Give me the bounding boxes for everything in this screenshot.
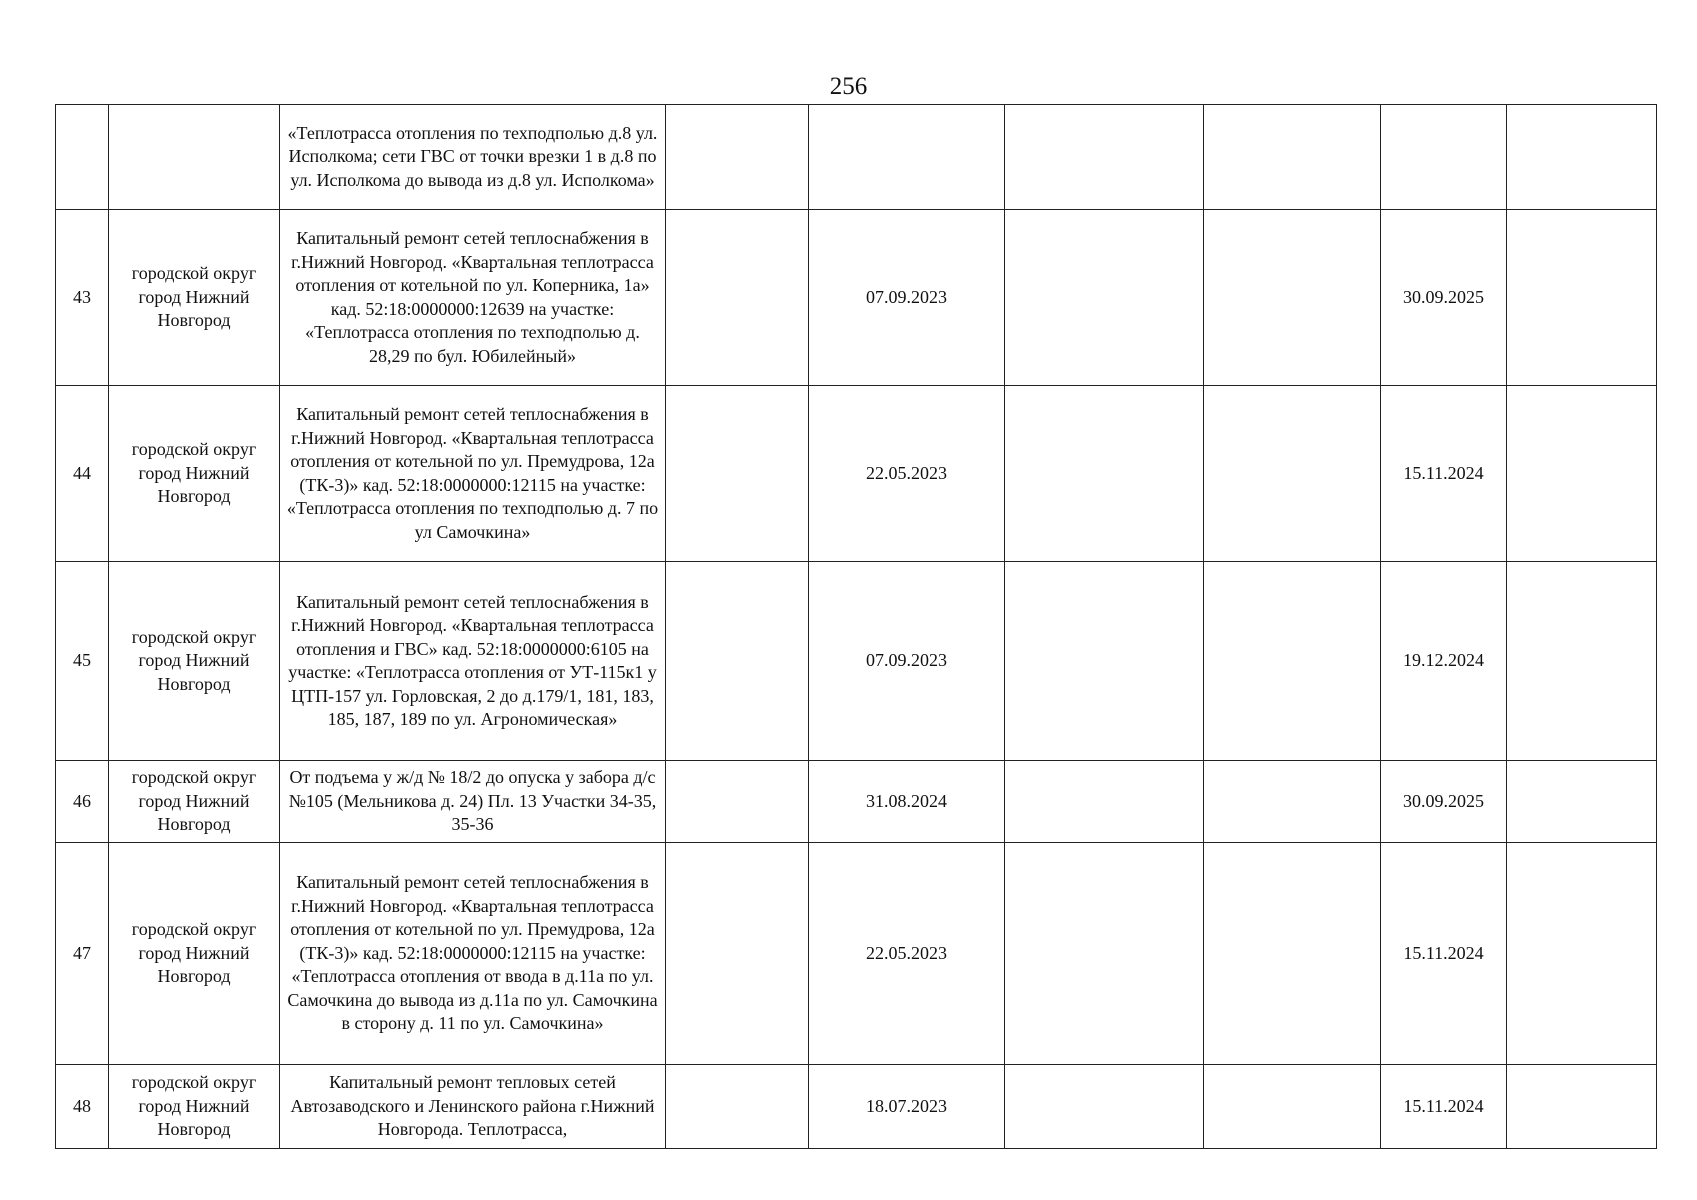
start-date-cell: 22.05.2023 <box>809 386 1005 562</box>
row-number-cell: 43 <box>56 210 109 386</box>
empty-cell <box>666 386 809 562</box>
table-row <box>56 105 1657 210</box>
empty-cell <box>666 210 809 386</box>
description-cell: Капитальный ремонт сетей теплоснабжения в г.Нижний Новгород. «Квартальная теплотрасса отопления от котельной по ул. Премудрова, 12а (ТК-3)» кад. 52:18:0000000:12115 на участке: «Теплотрасса отопления от ввода в д.11а по ул. Самочкина до вывода из д.11а по ул. Самочкина в сторону д. 11 по ул. Самочкина» <box>280 843 666 1065</box>
end-date-cell: 15.11.2024 <box>1381 1065 1507 1149</box>
empty-cell <box>1204 1065 1381 1149</box>
empty-cell <box>666 843 809 1065</box>
empty-cell <box>1204 386 1381 562</box>
description-cell: Капитальный ремонт сетей теплоснабжения в г.Нижний Новгород. «Квартальная теплотрасса отопления и ГВС» кад. 52:18:0000000:6105 на участке: «Теплотрасса отопления от УТ-115к1 у ЦТП-157 ул. Горловская, 2 до д.179/1, 181, 183, 185, 187, 189 по ул. Агрономическая» <box>280 562 666 761</box>
end-date-cell: 30.09.2025 <box>1381 761 1507 843</box>
empty-cell <box>1005 210 1204 386</box>
works-table <box>55 104 1657 1149</box>
district-cell: городской округ город Нижний Новгород <box>109 210 280 386</box>
district-cell: городской округ город Нижний Новгород <box>109 562 280 761</box>
description-cell: Капитальный ремонт тепловых сетей Автозаводского и Ленинского района г.Нижний Новгорода. Теплотрасса, <box>280 1065 666 1149</box>
empty-cell <box>1507 386 1657 562</box>
empty-cell <box>1204 562 1381 761</box>
row-number-cell: 48 <box>56 1065 109 1149</box>
empty-cell <box>666 1065 809 1149</box>
district-cell: городской округ город Нижний Новгород <box>109 386 280 562</box>
empty-cell <box>1204 761 1381 843</box>
description-cell: От подъема у ж/д № 18/2 до опуска у забора д/с №105 (Мельникова д. 24) Пл. 13 Участки 34-35, 35-36 <box>280 761 666 843</box>
start-date-cell: 07.09.2023 <box>809 210 1005 386</box>
district-cell: городской округ город Нижний Новгород <box>109 1065 280 1149</box>
empty-cell <box>666 761 809 843</box>
row-number-cell: 45 <box>56 562 109 761</box>
empty-cell <box>666 105 809 210</box>
empty-cell <box>1005 386 1204 562</box>
end-date-cell: 15.11.2024 <box>1381 843 1507 1065</box>
start-date-cell: 07.09.2023 <box>809 562 1005 761</box>
end-date-cell: 19.12.2024 <box>1381 562 1507 761</box>
empty-cell <box>1507 761 1657 843</box>
row-number-cell <box>56 105 109 210</box>
end-date-cell: 15.11.2024 <box>1381 386 1507 562</box>
table-row <box>56 386 1657 562</box>
description-cell: Капитальный ремонт сетей теплоснабжения в г.Нижний Новгород. «Квартальная теплотрасса отопления от котельной по ул. Коперника, 1а» кад. 52:18:0000000:12639 на участке: «Теплотрасса отопления по техподполью д. 28,29 по бул. Юбилейный» <box>280 210 666 386</box>
empty-cell <box>1005 843 1204 1065</box>
description-cell: «Теплотрасса отопления по техподполью д.8 ул. Исполкома; сети ГВС от точки врезки 1 в д.8 по ул. Исполкома до вывода из д.8 ул. Исполкома» <box>280 105 666 210</box>
district-cell: городской округ город Нижний Новгород <box>109 761 280 843</box>
empty-cell <box>1204 105 1381 210</box>
district-cell <box>109 105 280 210</box>
empty-cell <box>1204 843 1381 1065</box>
start-date-cell <box>809 105 1005 210</box>
table-row <box>56 562 1657 761</box>
page-number: 256 <box>829 73 868 100</box>
row-number-cell: 44 <box>56 386 109 562</box>
empty-cell <box>1204 210 1381 386</box>
empty-cell <box>666 562 809 761</box>
empty-cell <box>1005 1065 1204 1149</box>
row-number-cell: 46 <box>56 761 109 843</box>
district-cell: городской округ город Нижний Новгород <box>109 843 280 1065</box>
table-row <box>56 210 1657 386</box>
table-row <box>56 843 1657 1065</box>
end-date-cell: 30.09.2025 <box>1381 210 1507 386</box>
empty-cell <box>1005 761 1204 843</box>
empty-cell <box>1507 1065 1657 1149</box>
empty-cell <box>1507 105 1657 210</box>
row-number-cell: 47 <box>56 843 109 1065</box>
end-date-cell <box>1381 105 1507 210</box>
start-date-cell: 22.05.2023 <box>809 843 1005 1065</box>
empty-cell <box>1507 843 1657 1065</box>
description-cell: Капитальный ремонт сетей теплоснабжения в г.Нижний Новгород. «Квартальная теплотрасса отопления от котельной по ул. Премудрова, 12а (ТК-3)» кад. 52:18:0000000:12115 на участке: «Теплотрасса отопления по техподполью д. 7 по ул Самочкина» <box>280 386 666 562</box>
empty-cell <box>1507 562 1657 761</box>
empty-cell <box>1507 210 1657 386</box>
start-date-cell: 31.08.2024 <box>809 761 1005 843</box>
start-date-cell: 18.07.2023 <box>809 1065 1005 1149</box>
empty-cell <box>1005 105 1204 210</box>
empty-cell <box>1005 562 1204 761</box>
table-row <box>56 761 1657 843</box>
table-row <box>56 1065 1657 1149</box>
